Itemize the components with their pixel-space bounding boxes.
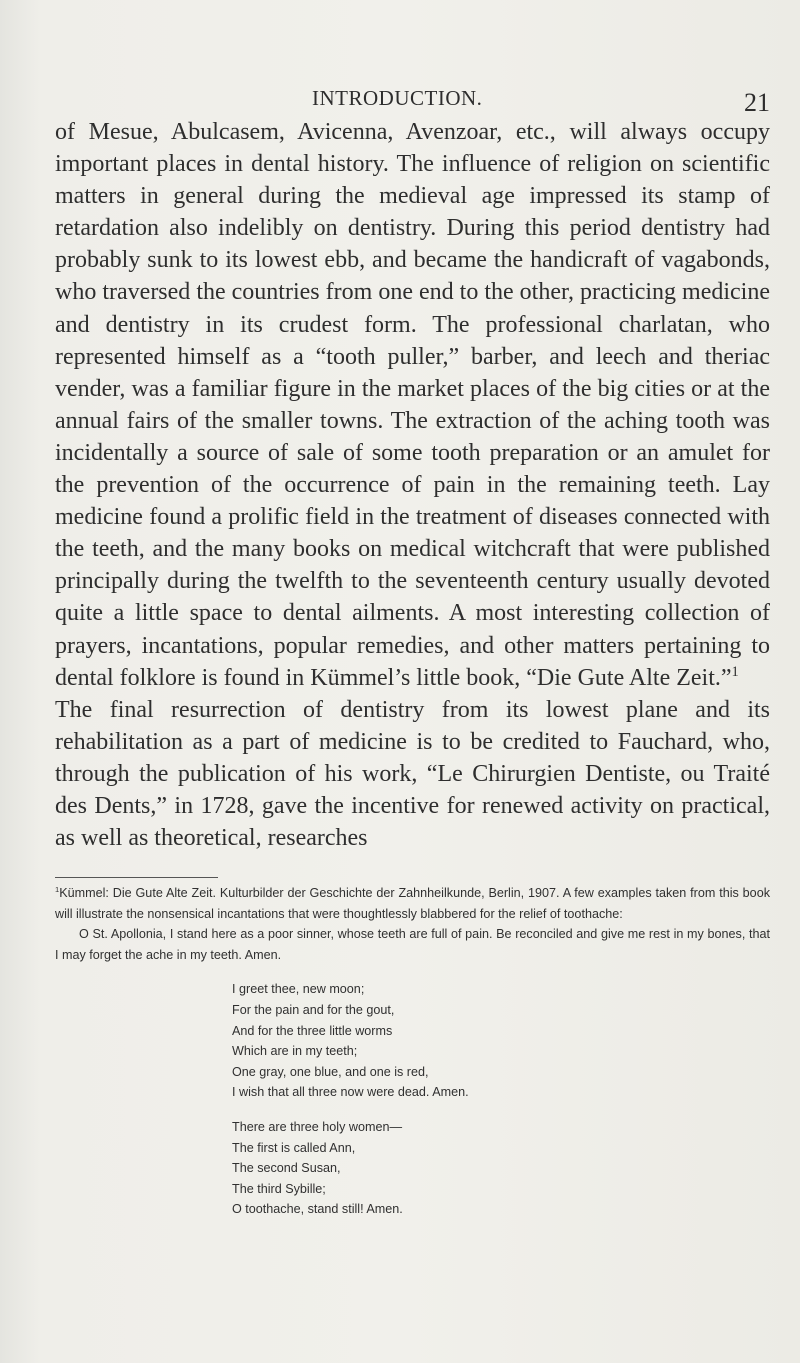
paragraph-1-text: of Mesue, Abulcasem, Avicenna, Avenzoar, etc., will always occupy important places in dental history. The influence of religion on scientific matters in general during the medieval age impressed its stamp of retardation also indelibly on dentistry. During this period dentistry had probably sunk to its lowest ebb, and became the handicraft of vagabonds, who traversed the countries from one end to the other, practicing medicine and dentistry in its crudest form. The professional charlatan, who represented himself as a “tooth puller,” barber, and leech and theriac vender, was a familiar figure in the market places of the big cities or at the annual fairs of the smaller towns. The extraction of the aching tooth was incidentally a source of sale of some tooth preparation or an amulet for the prevention of the occurrence of pain in the remaining teeth. Lay medicine found a prolific field in the treatment of diseases connected with the teeth, and the many books on medical witchcraft that were published principally during the twelfth to the seventeenth century usually devoted quite a little space to dental ailments. A most interesting collection of prayers, incantations, popular remedies, and other matters pertaining to dental folklore is found in Kümmel’s little book, “Die Gute Alte Zeit.”	[55, 119, 770, 691]
verse-line: The first is called Ann,	[232, 1140, 356, 1155]
verse-line: The third Sybille;	[232, 1181, 326, 1196]
verse-line: There are three holy women—	[232, 1119, 403, 1134]
stanza-gap	[232, 1103, 770, 1117]
footnote-reference[interactable]: 1	[731, 663, 739, 680]
verse-line: One gray, one blue, and one is red,	[232, 1064, 429, 1079]
paragraph-2-text: The final resurrection of dentistry from its lowest plane and its rehabilitation as a part of medicine is to be credited to Fauchard, who, through the publication of his work, “Le Chirurgien Dentiste, ou Traité des Dents,” in 1728, gave the incentive for renewed activity on practical, as well as theoretical, researches	[55, 696, 770, 852]
body-text	[55, 116, 770, 854]
footnote-prayer-text: O St. Apollonia, I stand here as a poor sinner, whose teeth are full of pain. Be reconciled and give me rest in my bones, that I may forget the ache in my teeth. Amen.	[55, 927, 770, 962]
footnote-mark: 1	[55, 884, 60, 894]
footnote-prayer	[55, 924, 770, 965]
verse-line: The second Susan,	[232, 1161, 341, 1176]
verse-line: Which are in my teeth;	[232, 1044, 358, 1059]
page-number: 21	[744, 88, 770, 117]
verse-line: O toothache, stand still! Amen.	[232, 1202, 403, 1217]
verse-line: I greet thee, new moon;	[232, 982, 365, 997]
verse-line: For the pain and for the gout,	[232, 1002, 395, 1017]
verse-line: I wish that all three now were dead. Amen.	[232, 1085, 469, 1100]
footnote-1	[55, 883, 770, 924]
running-head: INTRODUCTION.	[312, 86, 483, 110]
footnote-rule	[55, 877, 218, 878]
paragraph-2	[55, 694, 770, 854]
paragraph-1	[55, 116, 770, 694]
footnote-1-text: Kümmel: Die Gute Alte Zeit. Kulturbilder der Geschichte der Zahnheilkunde, Berlin, 1907. A few examples taken from this book will illustrate the nonsensical incantations that were thoughtlessly blabbered for the relief of toothache:	[55, 886, 770, 921]
footnotes	[55, 883, 770, 1220]
incantation-verses	[232, 979, 770, 1220]
verse-line: And for the three little worms	[232, 1023, 393, 1038]
